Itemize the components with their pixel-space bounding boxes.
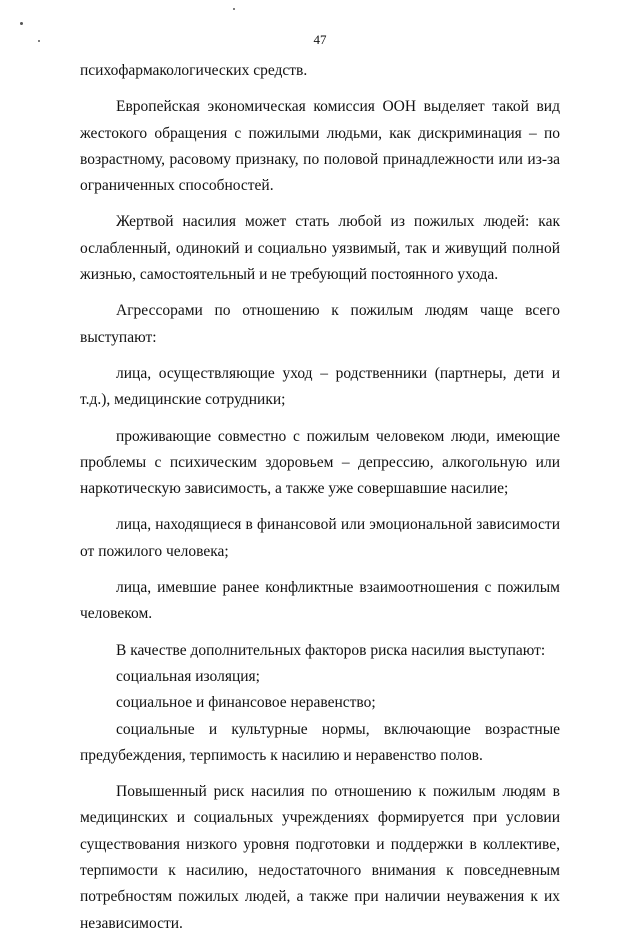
paragraph: Агрессорами по отношению к пожилым людям чаще всего выступают: (80, 302, 560, 346)
list-item: лица, находящиеся в финансовой или эмоциональной зависимости от пожилого человека; (80, 516, 560, 560)
page-number: 47 (313, 32, 327, 47)
list-item: социальная изоляция; (116, 667, 260, 685)
list-item: лица, осуществляющие уход – родственники (партнеры, дети и т.д.), медицинские сотрудники; (80, 364, 560, 409)
list-item: социальное и финансовое неравенство; (116, 694, 376, 712)
scan-speck (233, 8, 235, 10)
paragraph: В качестве дополнительных факторов риска насилия выступают: (116, 641, 546, 659)
paragraph: Европейская экономическая комиссия ООН выделяет такой вид жестокого обращения с пожилыми людьми, как дискриминация – по возрастному, расовому признаку, по половой принадлежности или из-за ограниченных способностей. (80, 98, 560, 195)
paragraph: психофармакологических средств. (80, 62, 308, 79)
list-item: лица, имевшие ранее конфликтные взаимоотношения с пожилым человеком. (80, 579, 560, 623)
list-item: социальные и культурные нормы, включающие возрастные предубеждения, терпимость к насилию и неравенство полов. (80, 720, 560, 764)
list-item: проживающие совместно с пожилым человеком люди, имеющие проблемы с психическим здоровьем – депрессию, алкогольную или наркотическую зависимость, а также уже совершавшие насилие; (80, 427, 560, 498)
scan-speck (20, 22, 23, 25)
page-body (80, 58, 560, 937)
paragraph: Жертвой насилия может стать любой из пожилых людей: как ослабленный, одинокий и социально уязвимый, так и живущий полной жизнью, самостоятельный и не требующий постоянного ухода. (80, 213, 560, 284)
paragraph: Повышенный риск насилия по отношению к пожилым людям в медицинских и социальных учреждениях формируется при условии существования низкого уровня подготовки и поддержки в коллективе, терпимости к насилию, недостаточного внимания к повседневным потребностям пожилых людей, а также при наличии неуважения к их независимости. (80, 783, 560, 932)
